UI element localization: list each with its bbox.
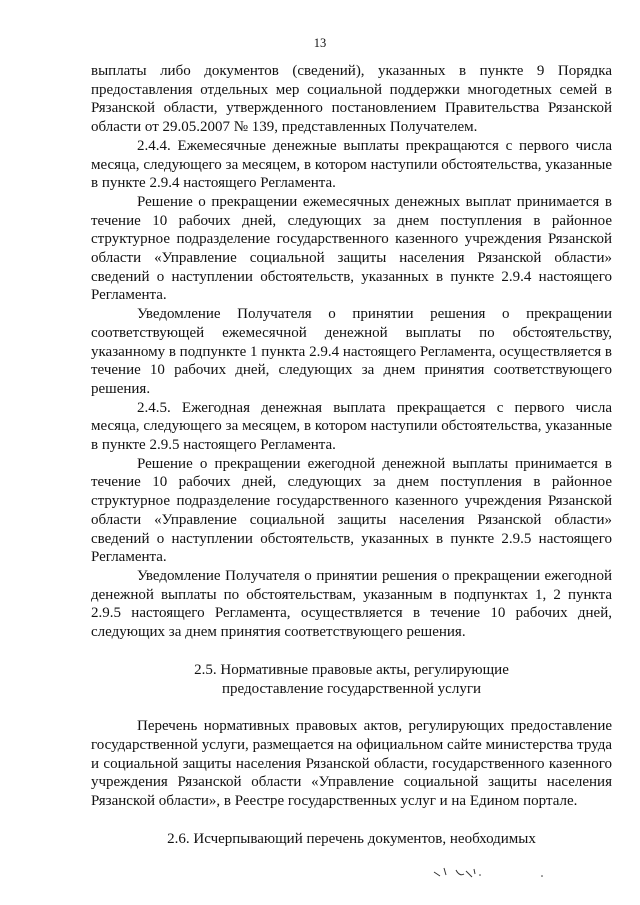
section-heading-2-6: 2.6. Исчерпывающий перечень документов, необходимых bbox=[167, 830, 536, 847]
spacer bbox=[91, 698, 612, 717]
section-heading-2-5 bbox=[91, 661, 612, 698]
paragraph-2-5-list: Перечень нормативных правовых актов, регулирующих предоставление государственной услуги, размещается на официальном сайте министерства труда и социальной защиты населения Рязанской области, государственного казенного учреждения Рязанской области «Управление социальной защиты населения Рязанской области», в Реестре государственных услуг и на Едином портале. bbox=[91, 718, 612, 810]
paragraph-notice-annual: Уведомление Получателя о принятии решения о прекращении ежегодной денежной выплаты по обстоятельствам, указанным в подпунктах 1, 2 пункта 2.9.5 настоящего Регламента, осуществляется в течение 10 рабочих дней, следующих за днем принятия соответствующего решения. bbox=[91, 567, 612, 641]
paragraph-2-4-5: 2.4.5. Ежегодная денежная выплата прекращается с первого числа месяца, следующего за месяцем, в котором наступили обстоятельства, указанные в пункте 2.9.5 настоящего Регламента. bbox=[91, 399, 612, 454]
paragraph-notice-monthly: Уведомление Получателя о принятии решения о прекращении соответствующей ежемесячной денежной выплаты по обстоятельству, указанному в подпункте 1 пункта 2.9.4 настоящего Регламента, осуществляется в течение 10 рабочих дней, следующих за днем принятия соответствующего решения. bbox=[91, 306, 612, 397]
section-heading-2-5-line2: предоставление государственной услуги bbox=[221, 680, 481, 697]
page-number: 13 bbox=[313, 36, 327, 50]
paragraph-continuation: выплаты либо документов (сведений), указанных в пункте 9 Порядка предоставления отдельных мер социальной поддержки многодетных семей в Рязанской области, утвержденного постановлением Правительства Рязанской области от 29.05.2007 № 139, представленных Получателем. bbox=[91, 63, 612, 136]
paragraph-2-4-4: 2.4.4. Ежемесячные денежные выплаты прекращаются с первого числа месяца, следующего за месяцем, в котором наступили обстоятельства, указанные в пункте 2.9.4 настоящего Регламента. bbox=[91, 137, 612, 192]
section-heading-2-5-line1: 2.5. Нормативные правовые акты, регулирующие bbox=[194, 661, 509, 678]
signature-mark bbox=[428, 862, 548, 886]
paragraph-decision-annual: Решение о прекращении ежегодной денежной выплаты принимается в течение 10 рабочих дней, следующих за днем поступления в районное структурное подразделение государственного казенного учреждения Рязанской области «Управление социальной защиты населения Рязанской области» сведений о наступлении обстоятельств, указанных в пункте 2.9.5 настоящего Регламента. bbox=[91, 455, 612, 566]
document-body bbox=[91, 62, 612, 848]
paragraph-decision-monthly: Решение о прекращении ежемесячных денежных выплат принимается в течение 10 рабочих дней, следующих за днем поступления в районное структурное подразделение государственного казенного учреждения Рязанской области «Управление социальной защиты населения Рязанской области» сведений о наступлении обстоятельств, указанных в пункте 2.9.4 настоящего Регламента. bbox=[91, 193, 612, 304]
